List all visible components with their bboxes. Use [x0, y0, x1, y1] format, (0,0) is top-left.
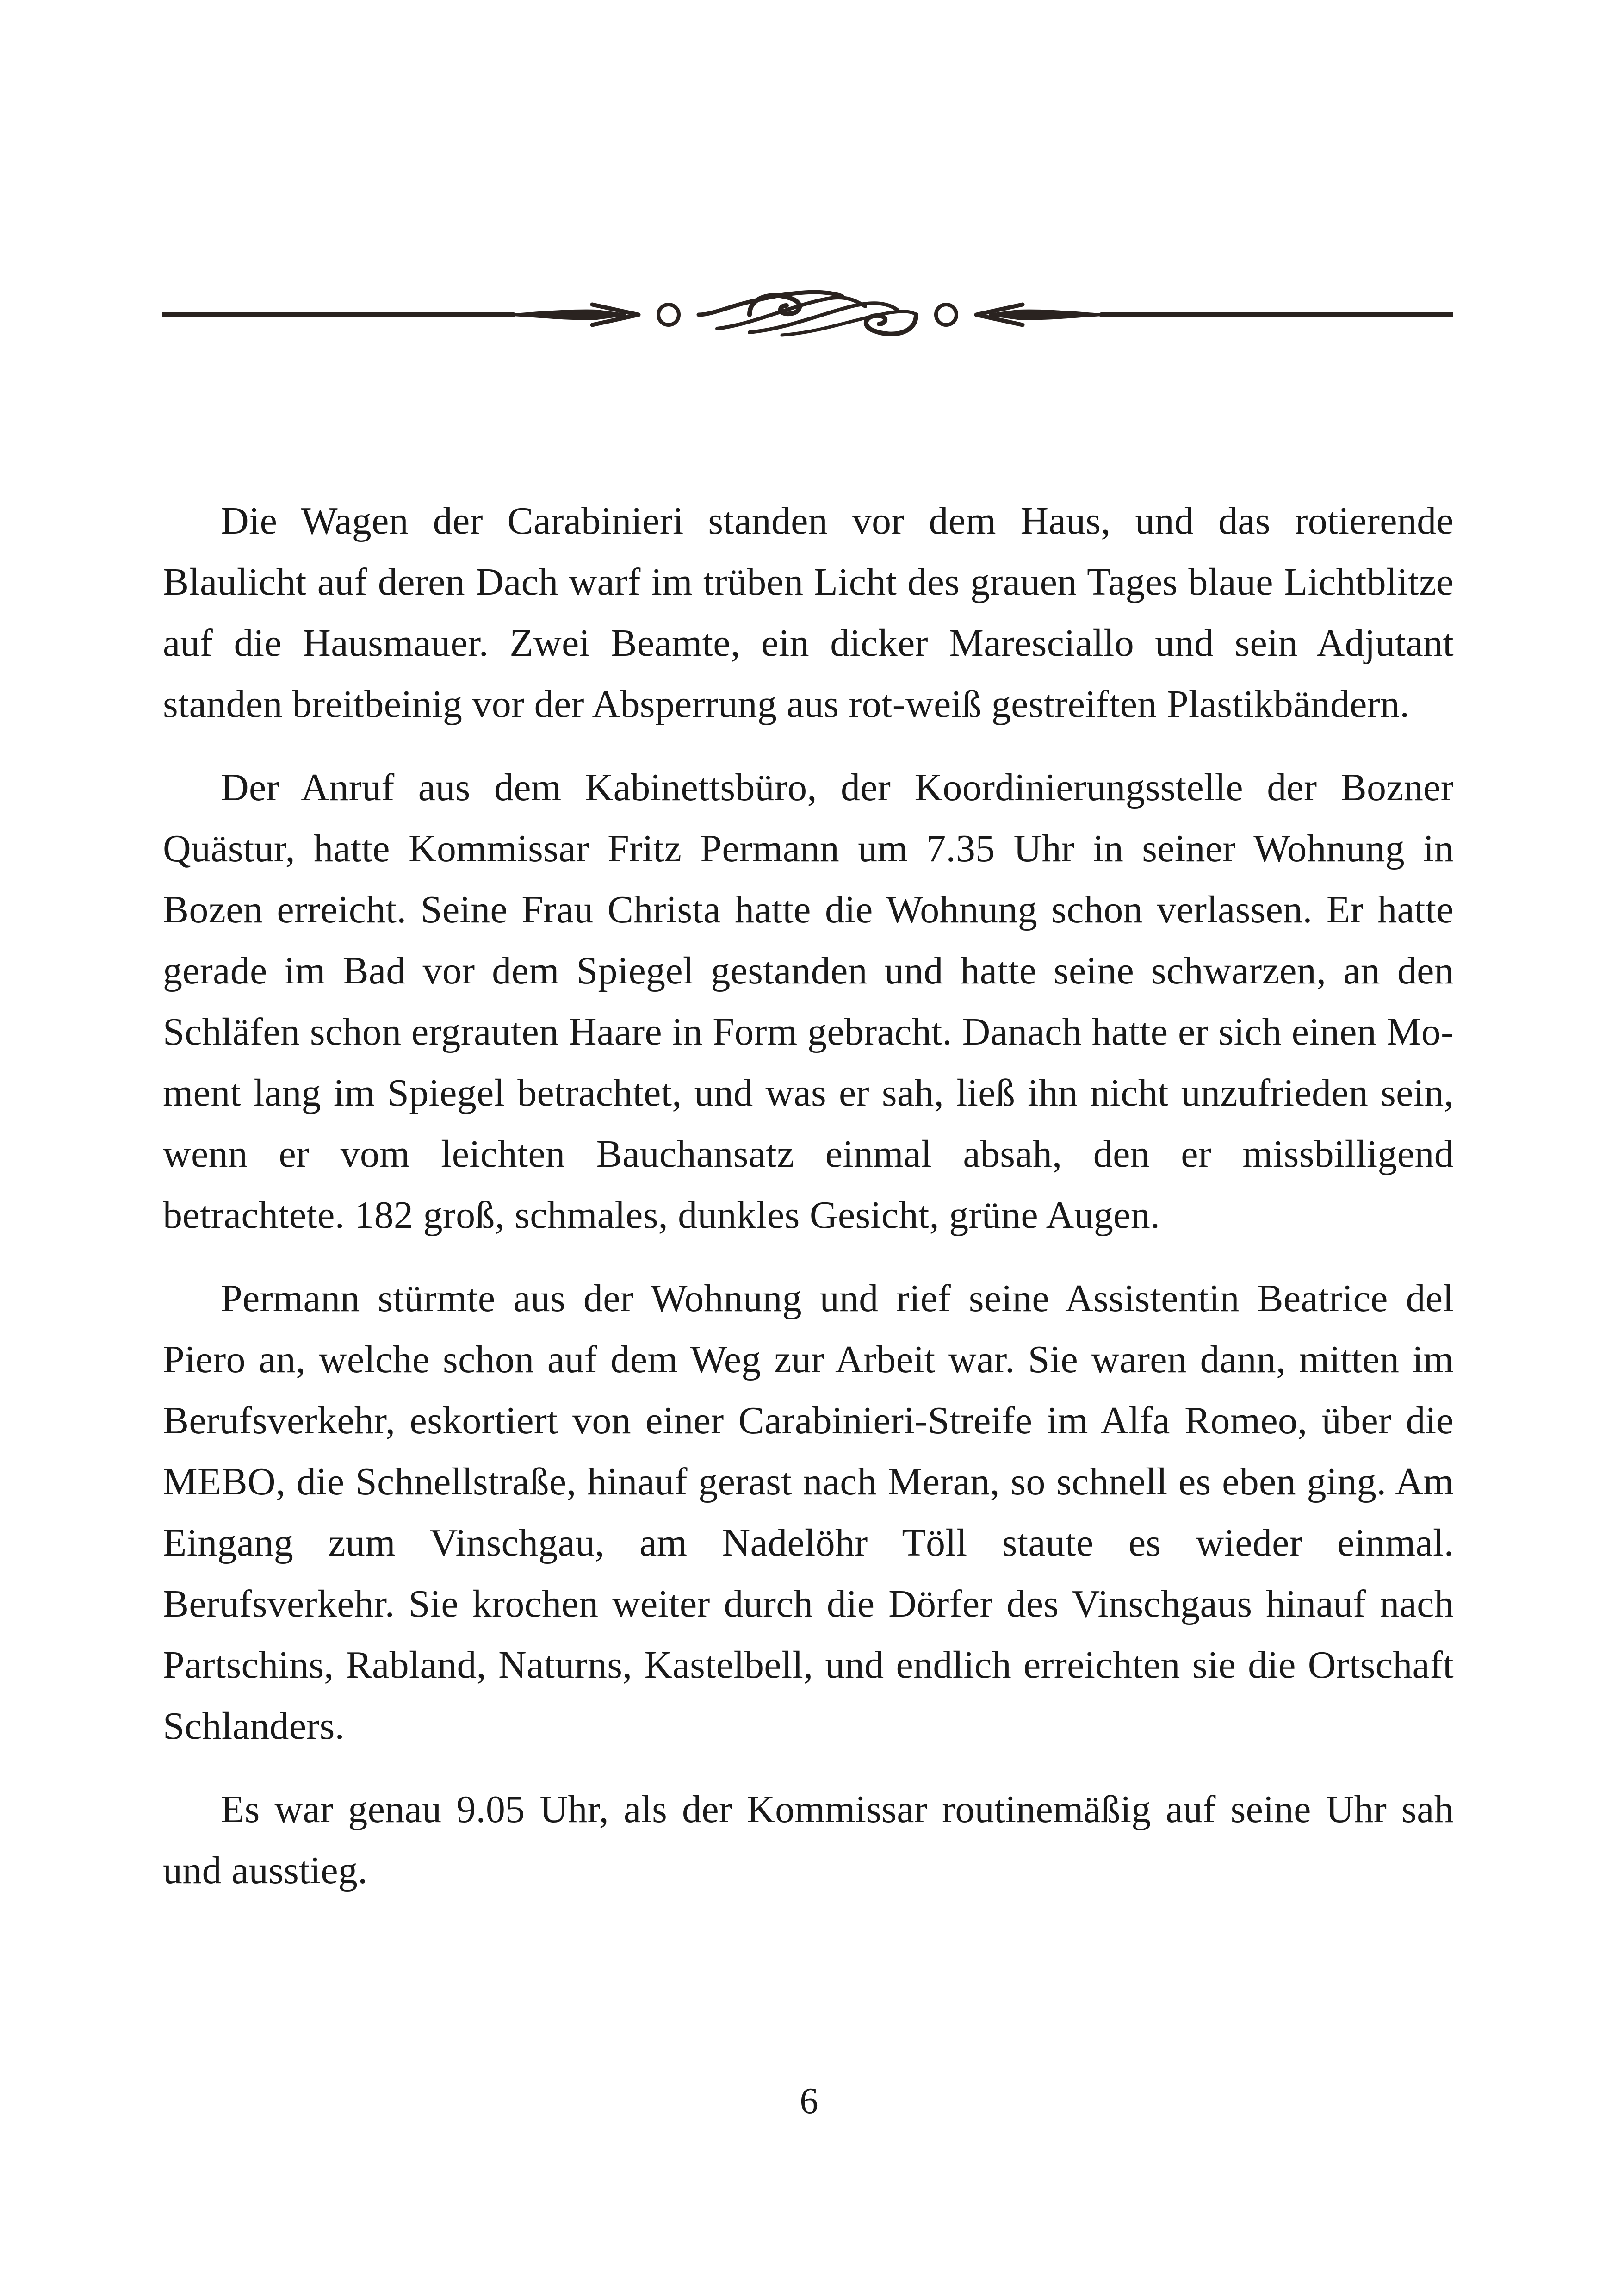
flourish-divider-icon — [162, 278, 1453, 352]
paragraph-4: Es war genau 9.05 Uhr, als der Kommissar routinemäßig auf seine Uhr sah und ausstieg. — [163, 1788, 1454, 1892]
body-text — [163, 491, 1454, 1923]
paragraph-3: Permann stürmte aus der Wohnung und rief seine Assistentin Beatrice del Piero an, welche schon auf dem Weg zur Arbeit war. Sie waren dann, mitten im Berufsverkehr, eskortiert von einer Carabinieri-Streife im Alfa Romeo, über die MEBO, die Schnellstraße, hinauf gerast nach Meran, so schnell es eben ging. Am Eingang zum Vinschgau, am Nadelöhr Töll staute es wieder einmal. Berufsverkehr. Sie krochen weiter durch die Dörfer des Vinschgaus hinauf nach Partschins, Rabland, Naturns, Kastelbell, und endlich erreichten sie die Ortschaft Schlanders. — [163, 1277, 1454, 1748]
paragraph-1: Die Wagen der Carabinieri standen vor dem Haus, und das rotierende Blaulicht auf deren Dach warf im trüben Licht des grauen Tages blaue Lichtblitze auf die Hausmauer. Zwei Beamte, ein dicker Maresciallo und sein Adjutant standen breitbeinig vor der Absperrung aus rot-weiß gestreiften Plastikbändern. — [163, 499, 1454, 726]
page-number: 6 — [800, 2081, 818, 2122]
paragraph-2: Der Anruf aus dem Kabinettsbüro, der Koordinierungsstelle der Bozner Quästur, hatte Kommissar Fritz Permann um 7.35 Uhr in seiner Wohnung in Bozen erreicht. Seine Frau Christa hatte die Wohnung schon verlassen. Er hatte gerade im Bad vor dem Spiegel gestanden und hatte seine schwarzen, an den Schläfen schon ergrauten Haare in Form gebracht. Danach hatte er sich einen Moment lang im Spiegel betrachtet, und was er sah, ließ ihn nicht unzufrieden sein, wenn er vom leichten Bauchansatz einmal absah, den er missbilligend betrachtete. 182 groß, schmales, dunkles Gesicht, grüne Augen. — [163, 766, 1454, 1237]
